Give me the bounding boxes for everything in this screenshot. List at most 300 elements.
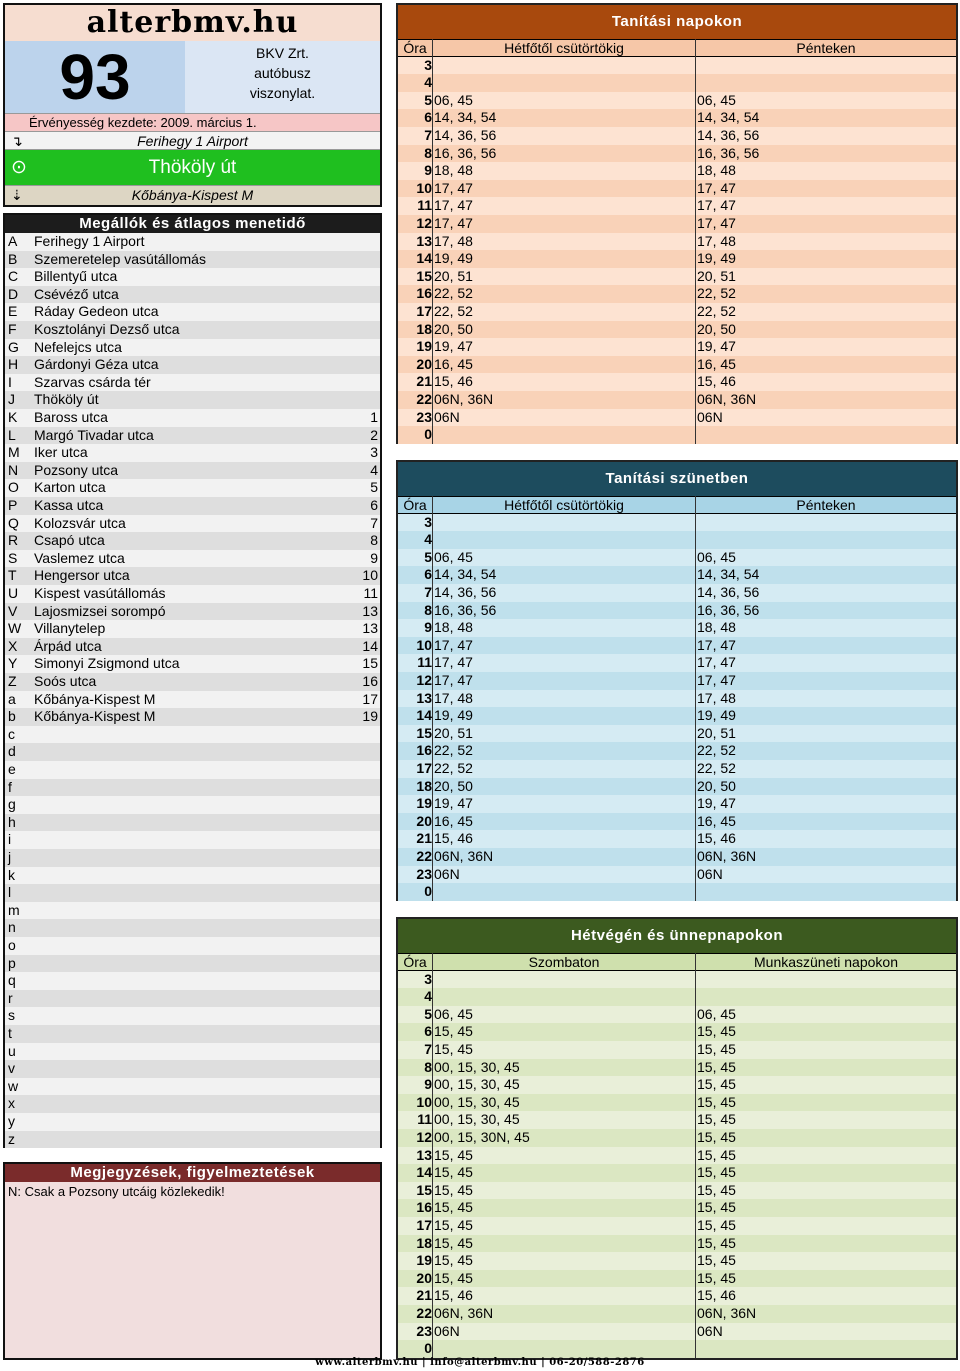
departures-cell-col1: 17, 48 <box>434 689 473 706</box>
departures-cell-col1: 17, 47 <box>434 636 473 653</box>
departures-cell-col2: 17, 47 <box>697 672 736 688</box>
hour-cell: 6 <box>424 1023 432 1040</box>
stop-letter: N <box>8 461 19 478</box>
stop-travel-time: 9 <box>370 549 378 566</box>
stop-row <box>5 1007 380 1025</box>
stop-travel-time: 4 <box>370 461 378 478</box>
timetable-row <box>398 690 956 708</box>
stop-letter: M <box>8 444 20 461</box>
stop-letter: v <box>8 1060 15 1077</box>
timetable-row <box>398 1023 956 1041</box>
stop-row <box>5 356 380 374</box>
departures-cell-col1: 20, 50 <box>434 777 473 794</box>
departures-cell-col2: 17, 48 <box>697 232 736 249</box>
departures-cell-col2: 06, 45 <box>697 1005 736 1022</box>
stops-panel <box>3 213 382 1148</box>
stop-letter: i <box>8 831 12 848</box>
departures-cell-col2: 15, 45 <box>697 1129 736 1145</box>
stop-row <box>5 1131 380 1149</box>
hour-cell: 15 <box>416 724 432 741</box>
departures-cell-col2: 14, 36, 56 <box>697 584 760 600</box>
stop-row <box>5 1095 380 1113</box>
stop-letter: U <box>8 585 19 601</box>
stop-letter: L <box>8 426 16 443</box>
stop-letter: O <box>8 479 19 496</box>
timetable-row <box>398 602 956 620</box>
timetable-row <box>398 426 956 444</box>
departures-cell-col1: 14, 34, 54 <box>434 566 497 583</box>
timetable-row <box>398 531 956 549</box>
timetable-row <box>398 92 956 110</box>
timetable-row <box>398 725 956 743</box>
departures-cell-col2: 17, 47 <box>697 197 736 214</box>
stop-letter: Y <box>8 655 18 672</box>
stop-name: Karton utca <box>34 479 106 496</box>
departures-cell-col1: 15, 45 <box>434 1181 473 1198</box>
hour-cell: 0 <box>424 883 432 900</box>
departures-cell-col2: 06N, 36N <box>697 848 757 864</box>
stop-letter: D <box>8 285 19 302</box>
stop-name: Ferihegy 1 Airport <box>34 233 145 249</box>
stop-letter: Z <box>8 673 17 689</box>
departures-cell-col2: 06N <box>697 408 723 425</box>
departures-cell-col1: 17, 48 <box>434 232 473 249</box>
departures-cell-col2: 17, 48 <box>697 689 736 706</box>
departures-cell-col2: 15, 45 <box>697 1058 736 1075</box>
hour-cell: 16 <box>416 1199 432 1216</box>
stop-letter: W <box>8 620 22 637</box>
departures-cell-col2: 15, 45 <box>697 1217 736 1233</box>
departures-cell-col1: 15, 45 <box>434 1146 473 1163</box>
stop-name: Kolozsvár utca <box>34 514 126 531</box>
departures-cell-col1: 22, 52 <box>434 742 473 759</box>
stop-travel-time: 11 <box>363 585 378 601</box>
hour-cell: 11 <box>417 1111 432 1128</box>
hour-cell: 16 <box>416 742 432 759</box>
timetable-row <box>398 514 956 532</box>
timetable-row <box>398 1129 956 1147</box>
validity-date: Érvényesség kezdete: 2009. március 1. <box>5 113 380 131</box>
site-logo: alterbmv.hu <box>5 5 380 43</box>
departures-cell-col2: 17, 47 <box>697 654 736 671</box>
departures-cell-col2: 06, 45 <box>697 548 736 565</box>
hour-cell: 4 <box>424 74 432 91</box>
hour-cell: 7 <box>424 1041 432 1057</box>
hour-cell: 17 <box>416 1217 432 1233</box>
column-header <box>398 39 956 57</box>
stop-letter: q <box>8 972 16 989</box>
departures-cell-col2: 15, 45 <box>697 1023 736 1040</box>
stop-letter: j <box>8 849 12 865</box>
departures-cell-col1: 06N, 36N <box>434 1305 494 1321</box>
timetable-row <box>398 813 956 831</box>
stop-row <box>5 708 380 726</box>
stop-row <box>5 532 380 550</box>
hour-cell: 13 <box>416 689 432 706</box>
stop-row <box>5 603 380 621</box>
departures-cell-col2: 20, 50 <box>697 320 736 337</box>
departures-cell-col1: 15, 45 <box>434 1199 473 1216</box>
stop-name: Nefelejcs utca <box>34 338 122 355</box>
timetable-row <box>398 162 956 180</box>
timetable-row <box>398 971 956 989</box>
timetable-row <box>398 830 956 848</box>
stop-travel-time: 2 <box>370 426 378 443</box>
stop-row <box>5 339 380 357</box>
timetable-row <box>398 338 956 356</box>
hour-cell: 14 <box>416 707 432 724</box>
stop-row <box>5 743 380 761</box>
timetable-row <box>398 285 956 303</box>
timetable-row <box>398 409 956 427</box>
departures-cell-col1: 16, 45 <box>434 355 473 372</box>
stop-name: Kőbánya-Kispest M <box>34 690 156 707</box>
timetable-row <box>398 391 956 409</box>
hour-cell: 14 <box>416 1164 432 1181</box>
hour-cell: 19 <box>416 338 432 355</box>
notes-text: N: Csak a Pozsony utcáig közlekedik! <box>8 1184 225 1199</box>
departures-cell-col2: 15, 45 <box>697 1076 736 1093</box>
timetable-row <box>398 1059 956 1077</box>
hour-cell: 3 <box>424 56 432 73</box>
origin-label: Ferihegy 1 Airport <box>137 133 248 149</box>
timetable-title: Tanítási szünetben <box>398 462 956 496</box>
stop-letter: P <box>8 497 18 513</box>
footer-contact: www.alterbmv.hu | info@alterbmv.hu | 06-20/588-2876 <box>315 1357 645 1368</box>
stop-letter: p <box>8 954 16 971</box>
stop-letter: m <box>8 901 20 918</box>
timetable-row <box>398 1111 956 1129</box>
stop-row <box>5 902 380 920</box>
timetable-weekend-holiday <box>396 917 958 1360</box>
stop-row <box>5 479 380 497</box>
departures-cell-col2: 14, 34, 54 <box>697 566 760 583</box>
departures-cell-col2: 17, 47 <box>697 636 736 653</box>
hour-cell: 5 <box>424 1005 432 1022</box>
stop-row <box>5 268 380 286</box>
departures-cell-col1: 06, 45 <box>434 1005 473 1022</box>
stop-row <box>5 321 380 339</box>
departures-cell-col1: 22, 52 <box>434 285 473 302</box>
stop-letter: f <box>8 778 12 795</box>
stop-letter: T <box>8 567 17 584</box>
stop-travel-time: 6 <box>370 497 378 513</box>
stop-letter: c <box>8 725 15 742</box>
departures-cell-col1: 00, 15, 30, 45 <box>434 1111 520 1128</box>
departures-cell-col1: 16, 45 <box>434 812 473 829</box>
hour-cell: 12 <box>416 1129 432 1145</box>
departures-cell-col1: 20, 51 <box>434 267 473 284</box>
departures-cell-col1: 17, 47 <box>434 197 473 214</box>
hour-cell: 8 <box>424 1058 432 1075</box>
hour-cell: 15 <box>416 267 432 284</box>
stop-row <box>5 955 380 973</box>
departures-cell-col1: 22, 52 <box>434 303 473 319</box>
stop-row <box>5 919 380 937</box>
stop-row <box>5 884 380 902</box>
stop-row <box>5 303 380 321</box>
departures-cell-col1: 17, 47 <box>434 179 473 196</box>
hour-cell: 23 <box>416 865 432 882</box>
friday-column-label: Pénteken <box>796 497 856 513</box>
column-divider <box>695 953 696 1358</box>
stop-travel-time: 15 <box>362 655 378 672</box>
stop-row <box>5 779 380 797</box>
departures-cell-col1: 06N <box>434 1322 460 1339</box>
departures-cell-col2: 22, 52 <box>697 760 736 776</box>
timetable-row <box>398 233 956 251</box>
operator-line: viszonylat. <box>249 85 316 101</box>
hour-cell: 4 <box>424 988 432 1005</box>
hour-cell: 0 <box>424 1340 432 1357</box>
stop-letter: A <box>8 233 18 249</box>
stop-row <box>5 286 380 304</box>
hour-cell: 10 <box>416 179 432 196</box>
departures-cell-col2: 06, 45 <box>697 91 736 108</box>
stop-letter: E <box>8 303 18 320</box>
timetable-row <box>398 848 956 866</box>
timetable-row <box>398 988 956 1006</box>
stop-name: Lajosmizsei sorompó <box>34 602 166 619</box>
departures-cell-col2: 16, 36, 56 <box>697 601 760 618</box>
departures-cell-col1: 14, 36, 56 <box>434 584 497 600</box>
departures-cell-col1: 19, 47 <box>434 795 473 812</box>
departures-cell-col1: 00, 15, 30, 45 <box>434 1058 520 1075</box>
departures-cell-col2: 22, 52 <box>697 285 736 302</box>
stop-row <box>5 831 380 849</box>
hour-cell: 18 <box>416 777 432 794</box>
stop-name: Simonyi Zsigmond utca <box>34 655 180 672</box>
stop-row <box>5 444 380 462</box>
departures-cell-col1: 06, 45 <box>434 91 473 108</box>
stop-travel-time: 16 <box>362 673 378 689</box>
stop-letter: n <box>8 919 16 936</box>
departures-cell-col1: 15, 45 <box>434 1269 473 1286</box>
column-divider <box>432 953 433 1358</box>
stop-letter: B <box>8 250 18 267</box>
departures-cell-col1: 00, 15, 30N, 45 <box>434 1129 530 1145</box>
departures-cell-col2: 14, 36, 56 <box>697 127 760 143</box>
timetable-row <box>398 180 956 198</box>
departures-cell-col2: 17, 47 <box>697 179 736 196</box>
departures-cell-col1: 00, 15, 30, 45 <box>434 1093 520 1110</box>
timetable-row <box>398 356 956 374</box>
hour-cell: 10 <box>416 636 432 653</box>
stop-row <box>5 937 380 955</box>
hour-cell: 19 <box>416 795 432 812</box>
stop-travel-time: 19 <box>362 708 378 725</box>
hour-cell: 23 <box>416 1322 432 1339</box>
timetable-row <box>398 1094 956 1112</box>
timetable-row <box>398 215 956 233</box>
stop-row <box>5 515 380 533</box>
timetable-row <box>398 1217 956 1235</box>
stop-row <box>5 1078 380 1096</box>
hour-cell: 21 <box>416 1287 432 1304</box>
timetable-row <box>398 250 956 268</box>
stop-letter: G <box>8 338 19 355</box>
departures-cell-col1: 15, 45 <box>434 1252 473 1269</box>
departures-cell-col2: 15, 45 <box>697 1234 736 1251</box>
departures-cell-col1: 18, 48 <box>434 162 473 179</box>
operator-line: BKV Zrt. <box>256 45 309 61</box>
stop-travel-time: 14 <box>362 637 378 654</box>
operator-info <box>185 41 380 113</box>
stop-letter: y <box>8 1113 15 1129</box>
stop-travel-time: 1 <box>370 409 378 425</box>
departures-cell-col1: 20, 51 <box>434 724 473 741</box>
departures-cell-col2: 15, 46 <box>697 1287 736 1304</box>
stop-name: Billentyű utca <box>34 268 118 285</box>
hour-cell: 4 <box>424 531 432 548</box>
stop-name: Hengersor utca <box>34 567 130 584</box>
stop-letter: u <box>8 1042 16 1059</box>
timetable-title: Tanítási napokon <box>398 5 956 39</box>
stop-row <box>5 462 380 480</box>
destination-stop <box>5 185 380 205</box>
stop-letter: l <box>8 884 12 901</box>
column-header <box>398 953 956 971</box>
timetable-row <box>398 1199 956 1217</box>
timetable-row <box>398 1235 956 1253</box>
hour-cell: 14 <box>416 250 432 267</box>
stop-name: Soós utca <box>34 673 97 689</box>
departures-cell-col1: 15, 45 <box>434 1023 473 1040</box>
stop-letter: C <box>8 268 19 285</box>
hour-cell: 17 <box>416 303 432 319</box>
timetable-row <box>398 566 956 584</box>
stop-row <box>5 550 380 568</box>
departures-cell-col2: 22, 52 <box>697 303 736 319</box>
hour-cell: 21 <box>416 830 432 847</box>
timetable-row <box>398 1006 956 1024</box>
departures-cell-col2: 20, 51 <box>697 724 736 741</box>
stop-row <box>5 691 380 709</box>
departures-cell-col2: 15, 45 <box>697 1252 736 1269</box>
departures-cell-col1: 15, 46 <box>434 830 473 847</box>
timetable-row <box>398 707 956 725</box>
timetable-row <box>398 1076 956 1094</box>
timetable-school-days <box>396 3 958 444</box>
stop-row <box>5 867 380 885</box>
stop-name: Iker utca <box>34 444 88 461</box>
stop-letter: r <box>8 989 13 1006</box>
timetable-row <box>398 672 956 690</box>
stop-letter: k <box>8 866 15 883</box>
timetable-school-holiday <box>396 460 958 901</box>
stop-letter: t <box>8 1025 12 1041</box>
hour-column-label: Óra <box>403 497 427 513</box>
stop-name: Szarvas csárda tér <box>34 373 151 390</box>
hour-cell: 11 <box>417 654 432 671</box>
timetable-row <box>398 866 956 884</box>
departures-cell-col1: 15, 46 <box>434 1287 473 1304</box>
stop-name: Vaslemez utca <box>34 549 125 566</box>
stop-row <box>5 251 380 269</box>
stop-letter: x <box>8 1095 15 1112</box>
departures-cell-col2: 15, 45 <box>697 1093 736 1110</box>
stop-row <box>5 761 380 779</box>
hour-cell: 22 <box>416 1305 432 1321</box>
stop-travel-time: 13 <box>362 620 378 637</box>
timetable-row <box>398 373 956 391</box>
timetable-row <box>398 127 956 145</box>
departures-cell-col2: 15, 45 <box>697 1181 736 1198</box>
current-stop-label: Thököly út <box>148 157 237 178</box>
departures-cell-col2: 19, 49 <box>697 250 736 267</box>
sunday-column-label: Munkaszüneti napokon <box>754 954 898 970</box>
hour-cell: 20 <box>416 812 432 829</box>
hour-cell: 12 <box>416 215 432 231</box>
timetable-row <box>398 268 956 286</box>
departures-cell-col2: 15, 45 <box>697 1164 736 1181</box>
hour-cell: 20 <box>416 1269 432 1286</box>
stop-name: Csapó utca <box>34 532 105 549</box>
timetable-row <box>398 1252 956 1270</box>
stop-name: Ráday Gedeon utca <box>34 303 159 320</box>
stop-name: Csévéző utca <box>34 285 119 302</box>
stop-letter: V <box>8 602 18 619</box>
timetable-row <box>398 1147 956 1165</box>
timetable-row <box>398 619 956 637</box>
departures-cell-col2: 17, 47 <box>697 215 736 231</box>
departures-cell-col2: 18, 48 <box>697 619 736 636</box>
stop-row <box>5 638 380 656</box>
notes-panel <box>3 1162 382 1360</box>
stop-row <box>5 1113 380 1131</box>
weekday-column-label: Hétfőtől csütörtökig <box>504 497 624 513</box>
departures-cell-col1: 20, 50 <box>434 320 473 337</box>
departures-cell-col2: 16, 45 <box>697 812 736 829</box>
stop-row <box>5 972 380 990</box>
timetable-row <box>398 778 956 796</box>
stop-row <box>5 427 380 445</box>
hour-cell: 22 <box>416 848 432 864</box>
departures-cell-col1: 19, 49 <box>434 707 473 724</box>
weekday-column-label: Hétfőtől csütörtökig <box>504 40 624 56</box>
stop-row <box>5 567 380 585</box>
stop-letter: I <box>8 373 12 390</box>
stop-row <box>5 673 380 691</box>
stop-name: Margó Tivadar utca <box>34 426 154 443</box>
departures-cell-col2: 06N <box>697 865 723 882</box>
hour-column-label: Óra <box>403 40 427 56</box>
saturday-column-label: Szombaton <box>528 954 600 970</box>
timetable-row <box>398 795 956 813</box>
departures-cell-col1: 17, 47 <box>434 654 473 671</box>
departures-cell-col1: 17, 47 <box>434 672 473 688</box>
timetable-row <box>398 1323 956 1341</box>
departures-cell-col2: 19, 47 <box>697 795 736 812</box>
departures-cell-col2: 14, 34, 54 <box>697 109 760 126</box>
stop-name: Kosztolányi Dezső utca <box>34 321 180 337</box>
departures-cell-col2: 19, 49 <box>697 707 736 724</box>
route-number: 93 <box>5 41 185 113</box>
departures-cell-col2: 15, 46 <box>697 373 736 390</box>
stop-letter: X <box>8 637 18 654</box>
stop-letter: K <box>8 409 18 425</box>
stop-row <box>5 726 380 744</box>
hour-cell: 22 <box>416 391 432 407</box>
hour-cell: 7 <box>424 127 432 143</box>
stops-title: Megállók és átlagos menetidő <box>5 215 380 233</box>
departures-cell-col1: 06N <box>434 408 460 425</box>
hour-cell: 6 <box>424 566 432 583</box>
hour-cell: 13 <box>416 1146 432 1163</box>
stop-row <box>5 497 380 515</box>
stop-name: Baross utca <box>34 409 108 425</box>
stop-name: Árpád utca <box>34 637 102 654</box>
